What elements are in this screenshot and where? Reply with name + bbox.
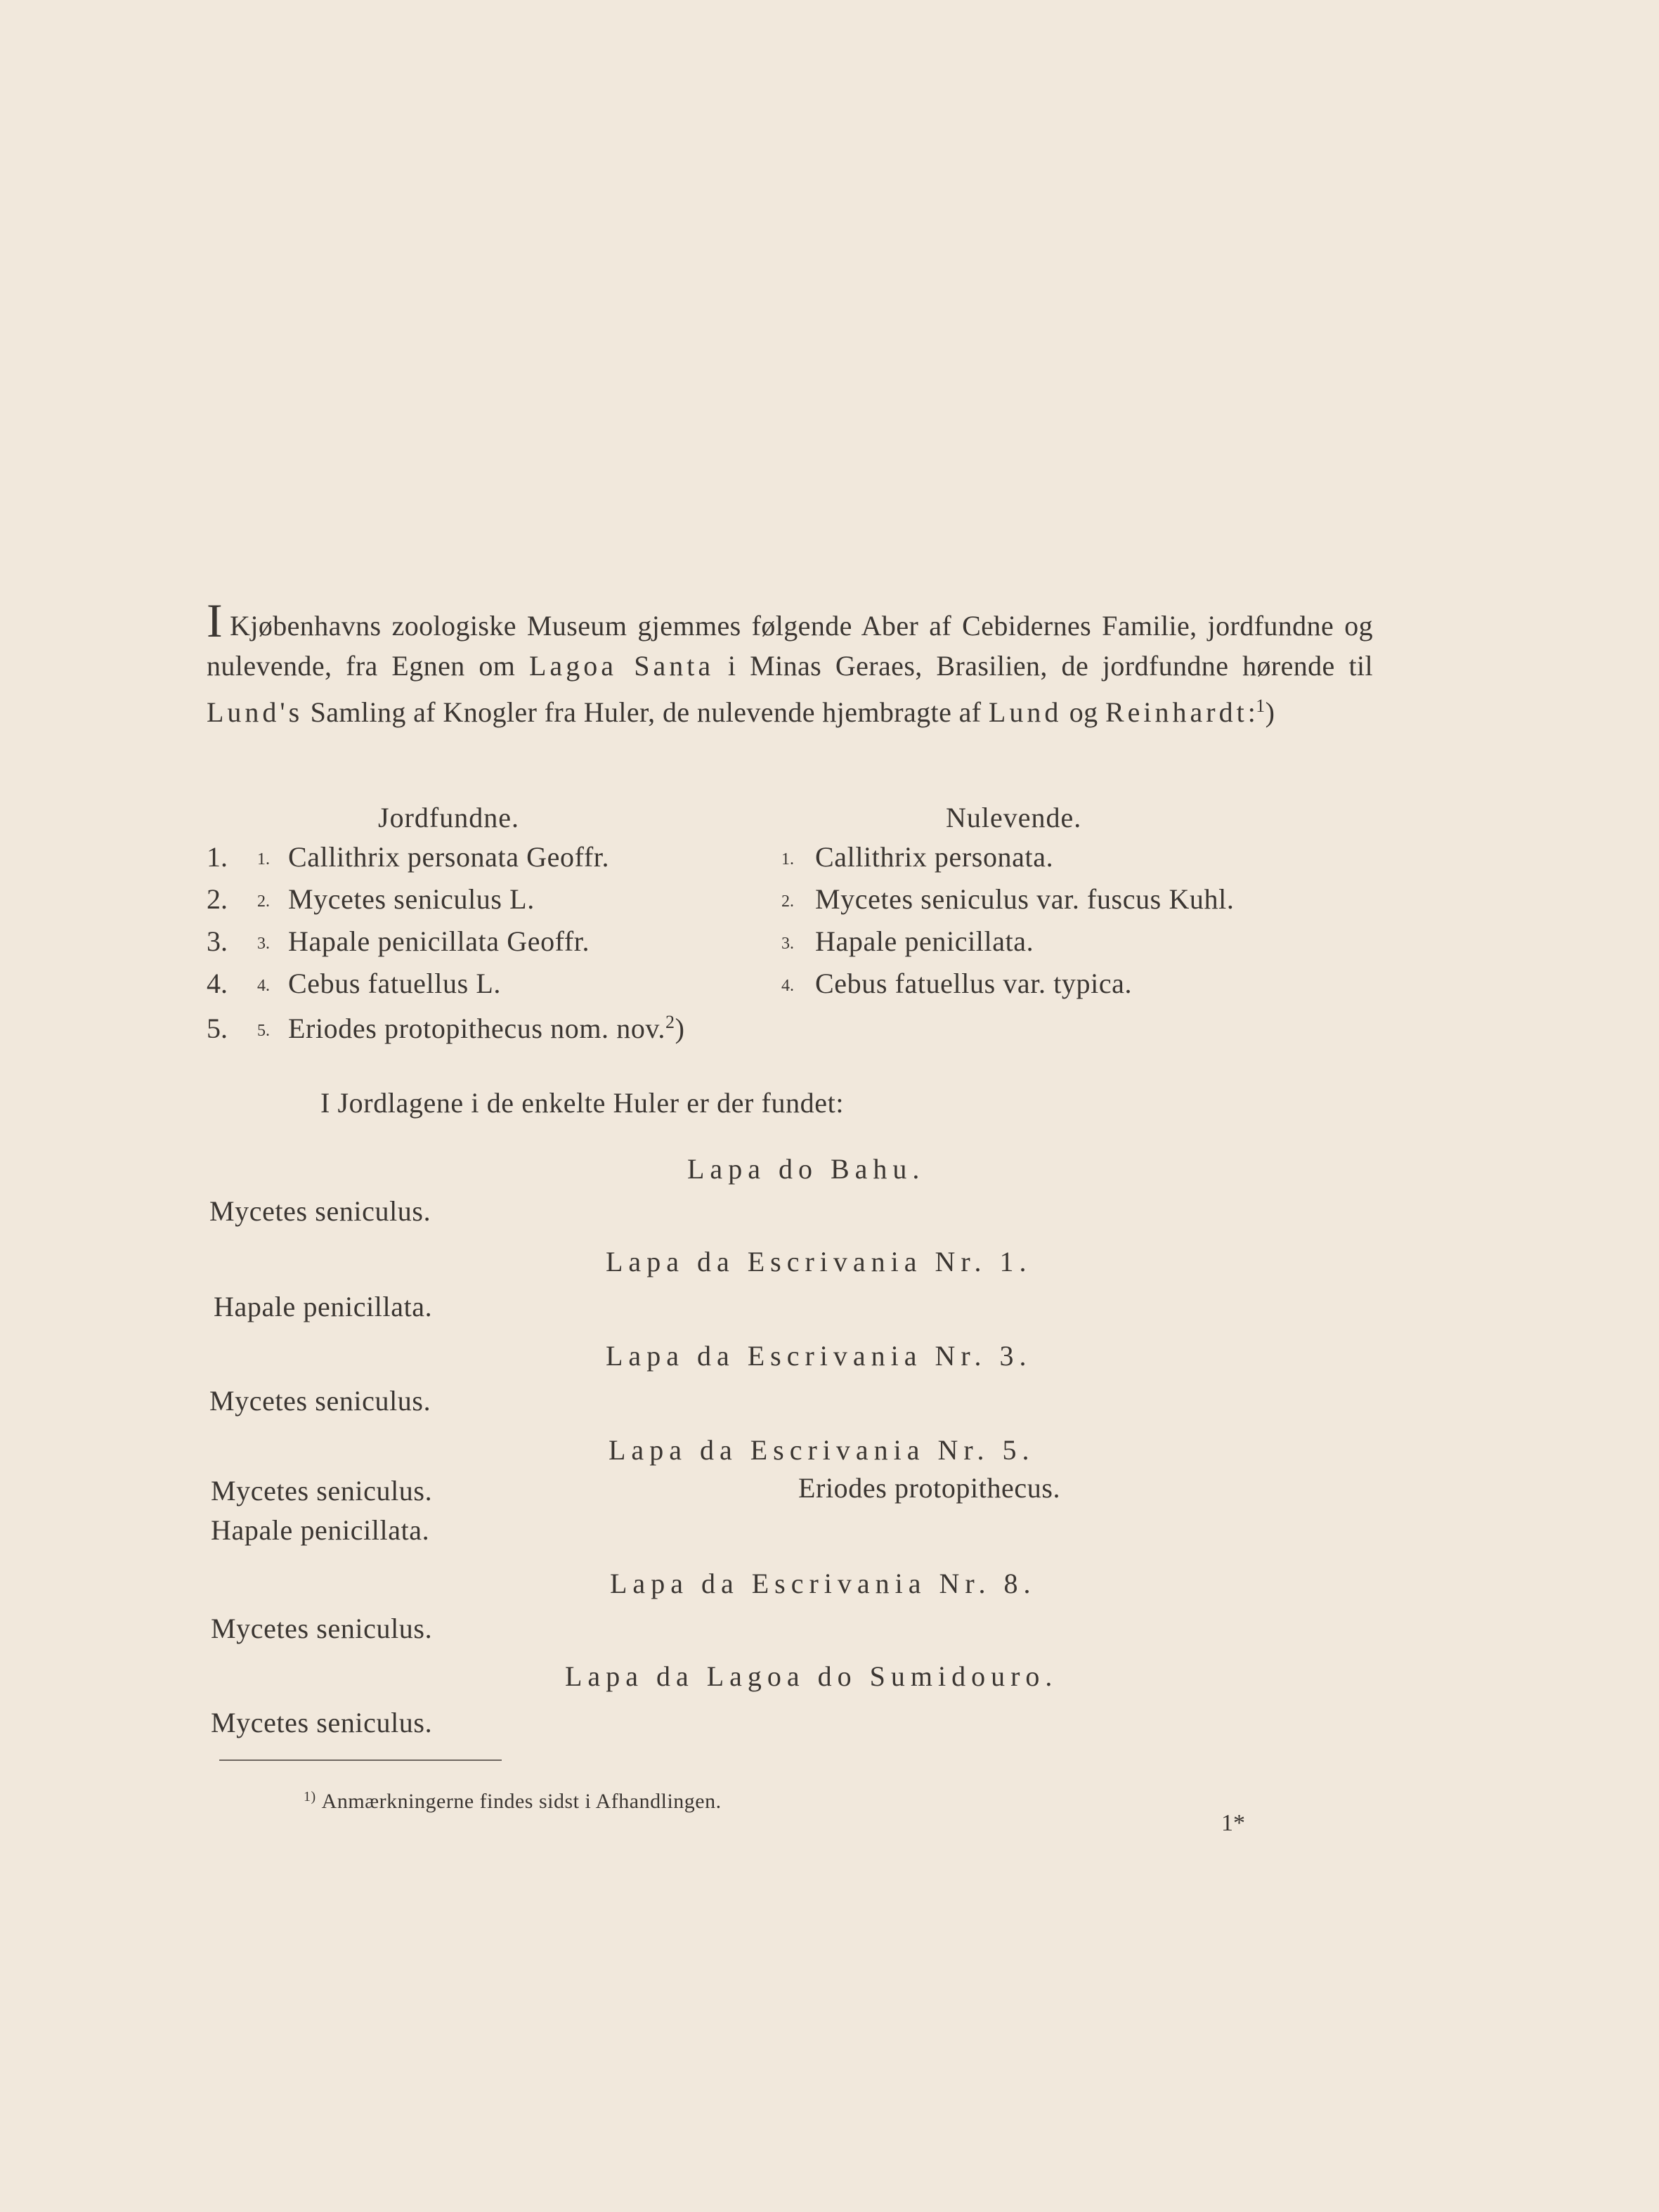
drop-cap: I (207, 594, 223, 647)
intro-text-1: Kjøbenhavns zoologiske Museum gjemmes følgende Aber af Cebidernes Familie, jordfundne og nulevende, fra Egnen om (207, 610, 1373, 682)
cave-species: Mycetes seniculus. (211, 1613, 433, 1644)
item-subnumber: 2. (257, 892, 270, 911)
species-name: Mycetes seniculus L. (288, 883, 535, 915)
cave-species: Mycetes seniculus. (211, 1707, 433, 1738)
item-number: 5. (207, 1013, 228, 1044)
cave-heading: Lapa do Bahu. (687, 1153, 925, 1185)
intro-text-2: i Minas Geraes, Brasilien, de jordfundne hørende til (714, 650, 1373, 682)
item-subnumber: 3. (257, 935, 270, 953)
species-name: Eriodes protopithecus nom. nov. (288, 1013, 666, 1044)
cave-heading: Lapa da Escrivania Nr. 1. (606, 1246, 1032, 1277)
cave-heading: Lapa da Escrivania Nr. 8. (610, 1568, 1036, 1599)
item-number: 1. (207, 841, 228, 873)
cave-heading: Lapa da Escrivania Nr. 5. (609, 1434, 1035, 1466)
species-name: Hapale penicillata. (815, 925, 1034, 957)
item-subnumber: 2. (781, 892, 794, 911)
cave-species: Hapale penicillata. (214, 1291, 433, 1322)
footnote-ref: 1 (1256, 696, 1266, 716)
person-name-lund-possessive: Lund's (207, 696, 304, 728)
signature-mark: 1* (1221, 1810, 1245, 1836)
jordfundne-heading: Jordfundne. (378, 802, 519, 833)
item-number: 4. (207, 968, 228, 999)
cave-species: Mycetes seniculus. (209, 1385, 431, 1417)
item-subnumber: 5. (257, 1022, 270, 1040)
place-name: Lagoa Santa (529, 650, 715, 682)
item-subnumber: 4. (257, 977, 270, 995)
cave-heading: Lapa da Escrivania Nr. 3. (606, 1340, 1032, 1372)
item-subnumber: 1. (257, 850, 270, 868)
species-name: Mycetes seniculus var. fuscus Kuhl. (815, 883, 1235, 915)
footnote-text: Anmærkningerne findes sidst i Afhandlingen. (321, 1790, 722, 1813)
species-name-suffix: ) (675, 1013, 685, 1044)
intro-text-6: ) (1265, 696, 1275, 728)
footnote-ref: 2 (665, 1012, 675, 1032)
species-name: Callithrix personata. (815, 841, 1054, 873)
cave-species: Mycetes seniculus. (209, 1195, 431, 1227)
intro-text-3: Samling af Knogler fra Huler, de nulevende hjembragte af (303, 696, 989, 728)
person-name-reinhardt: Reinhardt (1105, 696, 1248, 728)
footnote (304, 1789, 722, 1814)
species-name: Hapale penicillata Geoffr. (288, 925, 590, 957)
species-name: Cebus fatuellus L. (288, 968, 501, 999)
footnote-marker: 1) (304, 1789, 316, 1804)
intro-paragraph (207, 594, 1373, 732)
cave-species-right: Eriodes protopithecus. (798, 1472, 1061, 1504)
cave-species: Mycetes seniculus. (211, 1475, 433, 1507)
intro-text-4: og (1062, 696, 1105, 728)
item-number: 3. (207, 925, 228, 957)
species-name: Cebus fatuellus var. typica. (815, 968, 1133, 999)
cave-heading: Lapa da Lagoa do Sumidouro. (565, 1660, 1058, 1692)
intro-text-5: : (1247, 696, 1256, 728)
caves-intro: I Jordlagene i de enkelte Huler er der fundet: (320, 1087, 845, 1119)
footnote-divider (219, 1759, 502, 1761)
item-subnumber: 1. (781, 850, 794, 868)
item-subnumber: 4. (781, 977, 794, 995)
item-subnumber: 3. (781, 935, 794, 953)
item-number: 2. (207, 883, 228, 915)
nulevende-heading: Nulevende. (946, 802, 1082, 833)
person-name-lund: Lund (988, 696, 1062, 728)
species-name: Callithrix personata Geoffr. (288, 841, 610, 873)
cave-species: Hapale penicillata. (211, 1514, 430, 1546)
